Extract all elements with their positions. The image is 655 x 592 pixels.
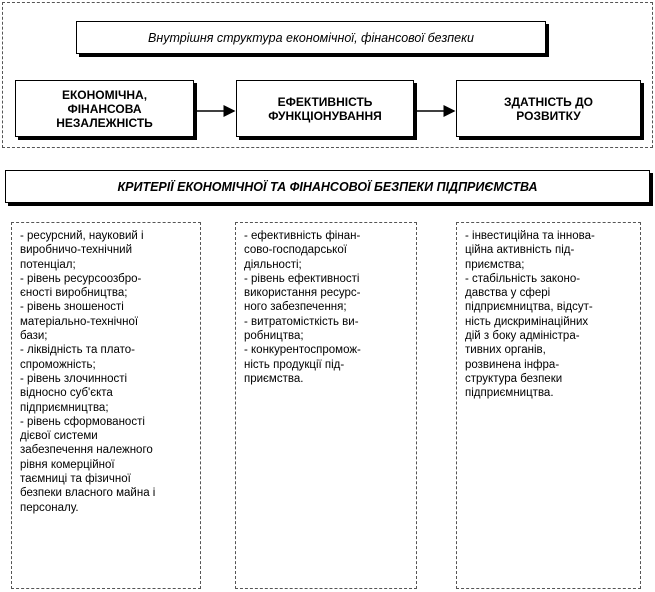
criteria-title bbox=[5, 170, 650, 203]
structure-title-text: Внутрішня структура економічної, фінансової безпеки bbox=[148, 30, 474, 45]
criteria-column-efficiency: - ефективність фінан- сово-господарської діяльності; - рівень ефективності використання ресурс- ного забезпечення; - витратомісткість ви- робництва; - конкурентоспромож- ність продукції під- приємства. bbox=[235, 222, 417, 589]
category-development-label: ЗДАТНІСТЬ ДО РОЗВИТКУ bbox=[503, 94, 593, 123]
criteria-column-development: - інвестиційна та іннова- ційна активність під- приємства; - стабільність законо- давства у сфері підприємництва, відсут- ність дискримінаційних дій з боку адміністра- тивних органів, розвинена інфра- структура безпеки підприємництва. bbox=[456, 222, 641, 589]
criteria-title-text: КРИТЕРІЇ ЕКОНОМІЧНОЇ ТА ФІНАНСОВОЇ БЕЗПЕКИ ПІДПРИЄМСТВА bbox=[117, 179, 538, 194]
category-efficiency-label: ЕФЕКТИВНІСТЬ ФУНКЦІОНУВАННЯ bbox=[268, 94, 382, 123]
category-independence-label: ЕКОНОМІЧНА, ФІНАНСОВА НЕЗАЛЕЖНІСТЬ bbox=[56, 87, 153, 130]
criteria-column-independence: - ресурсний, науковий і виробничо-технічний потенціал; - рівень ресурсоозбро- єності виробництва; - рівень зношеності матеріально-технічної бази; - ліквідність та плато- спроможність; - рівень злочинності відносно суб'єкта підприємництва; - рівень сформованості дієвої системи забезпечення належного рівня комерційної таємниці та фізичної безпеки власного майна і персоналу. bbox=[11, 222, 201, 589]
